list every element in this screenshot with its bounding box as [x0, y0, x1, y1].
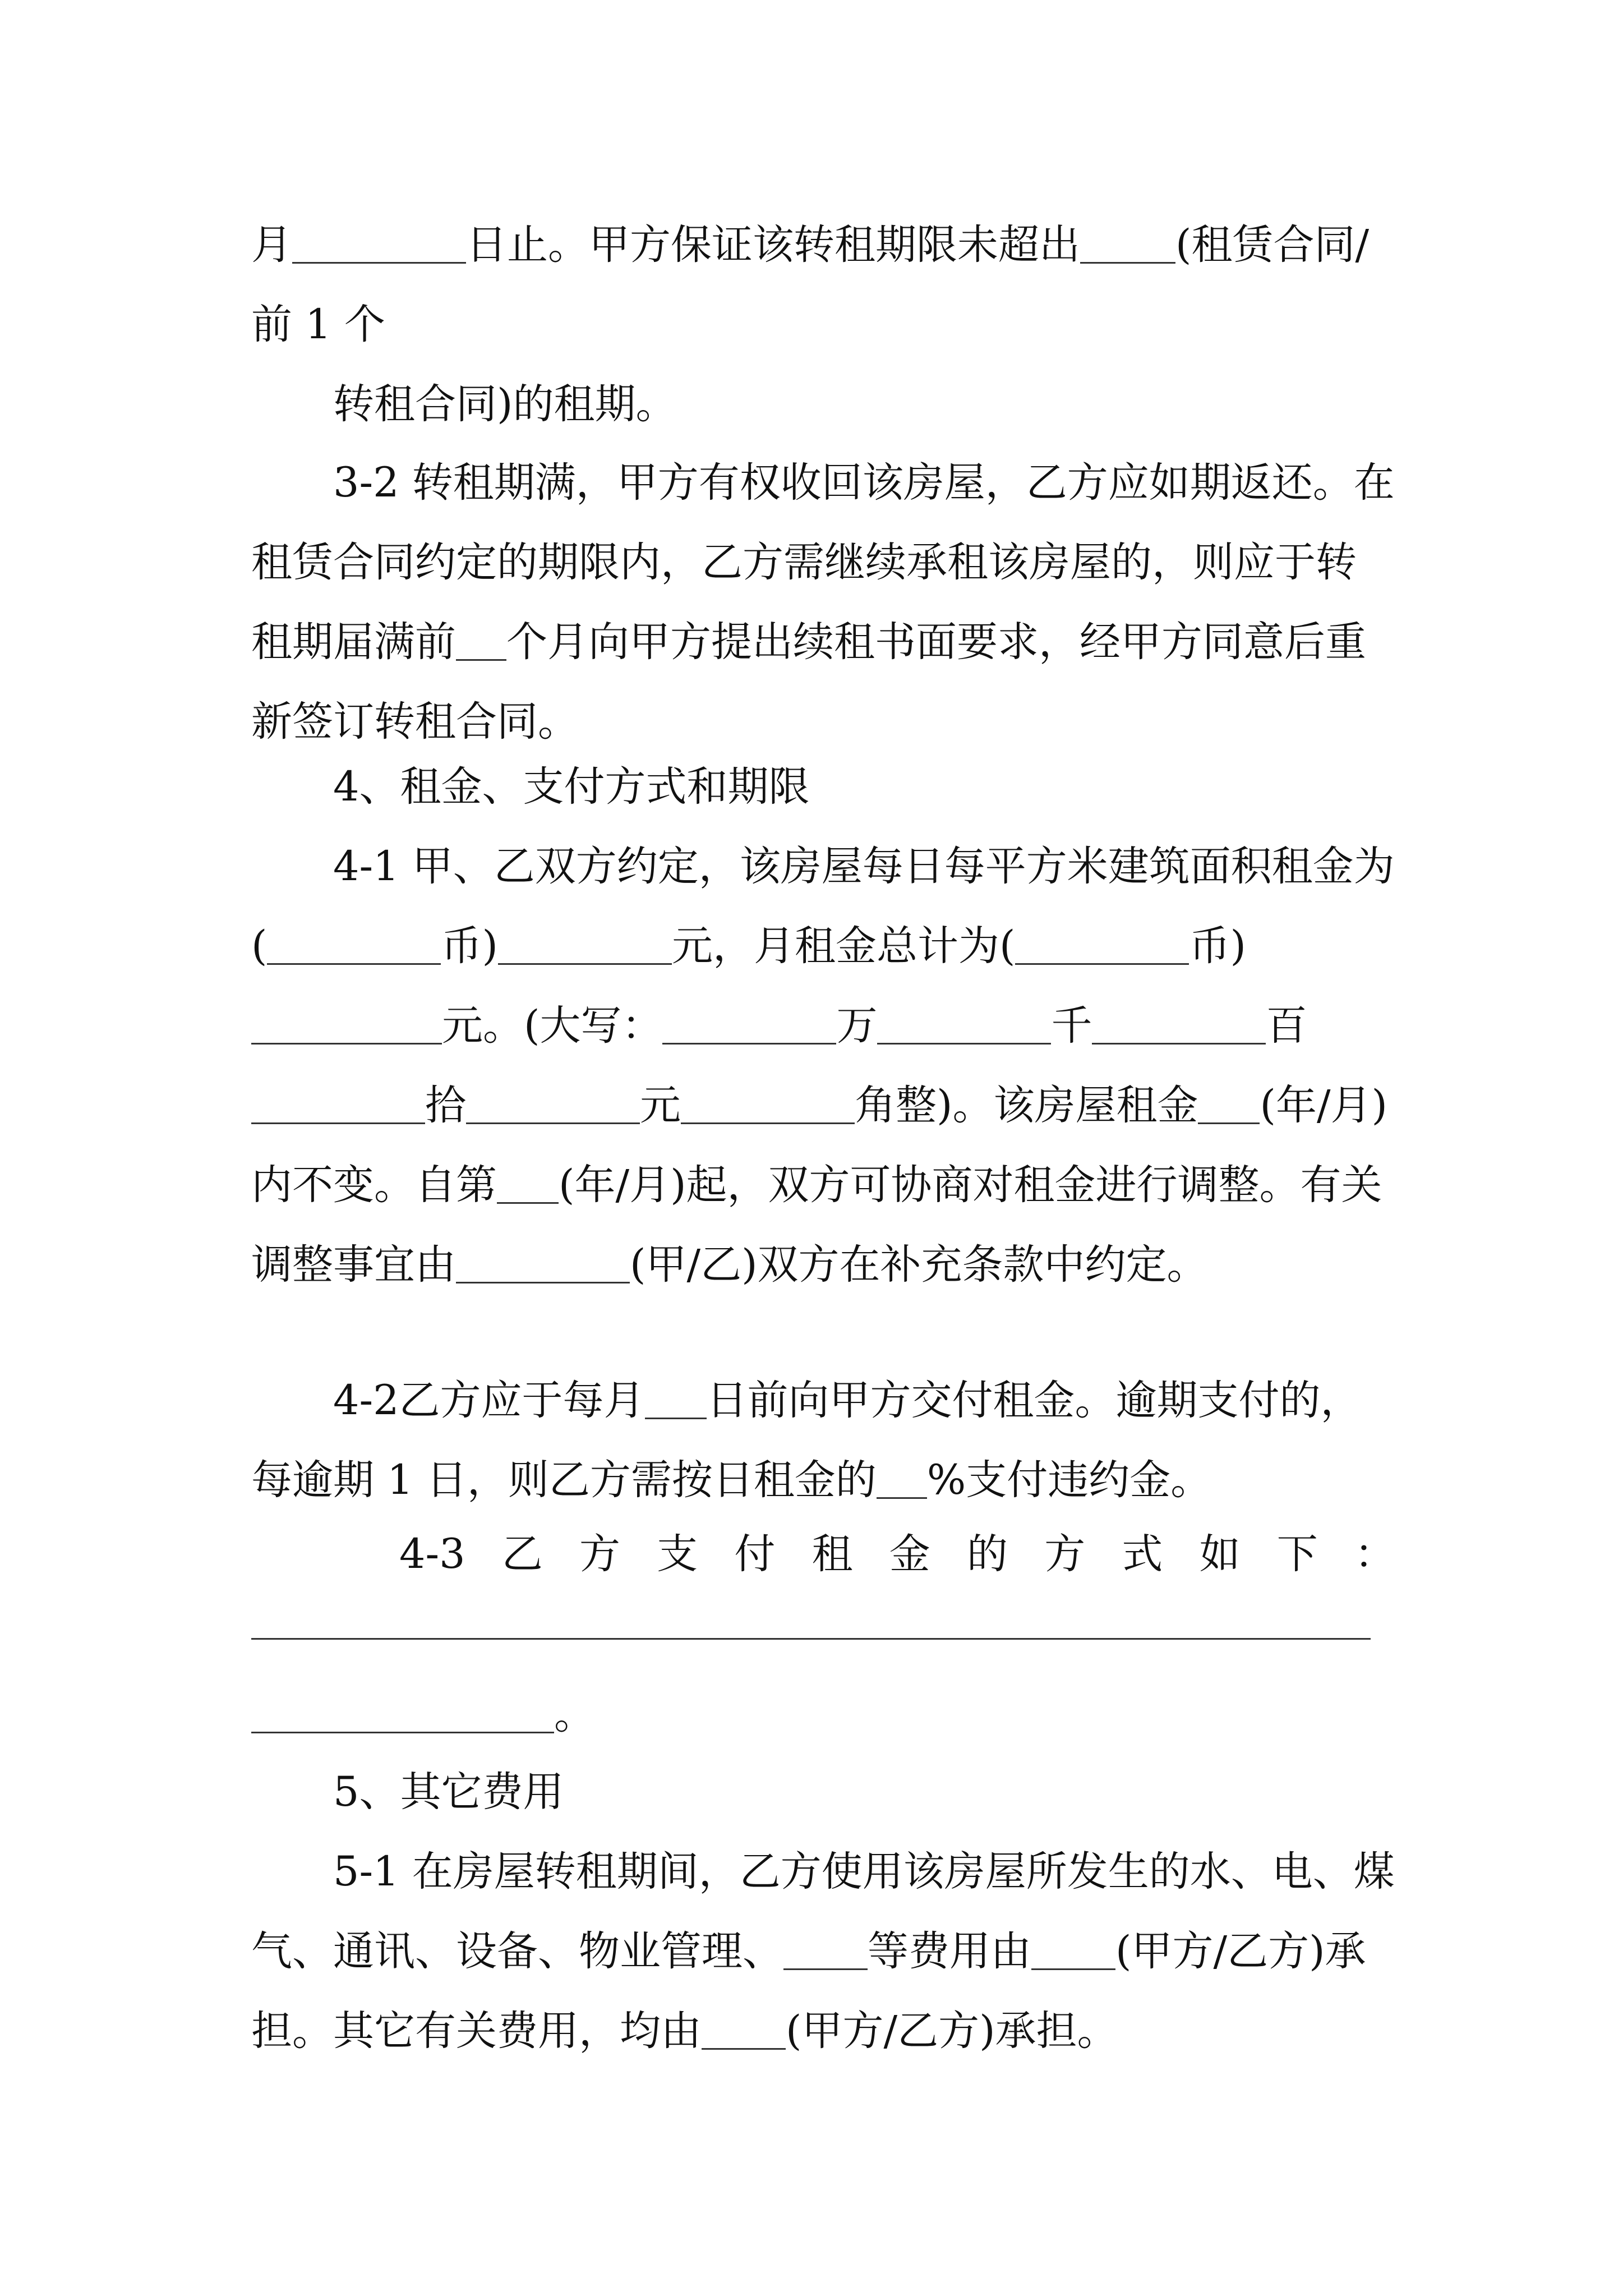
paragraph-4-1 — [251, 827, 1395, 1305]
text: (甲方/乙方)承担。 — [786, 2007, 1118, 2055]
text: (甲/乙)双方在补充条款中约定。 — [630, 1241, 1208, 1289]
text: 角整)。该房屋租金 — [855, 1082, 1198, 1129]
text: 租 — [811, 1530, 853, 1578]
text: 金 — [889, 1530, 930, 1578]
blank-line — [251, 1691, 554, 1733]
text: 月 — [251, 221, 292, 269]
text: (租赁合同/前 1 个 — [251, 221, 1370, 348]
blank-line — [251, 1082, 425, 1124]
text: 乙 — [501, 1530, 543, 1578]
blank-line — [702, 2007, 786, 2050]
text: 方 — [579, 1530, 620, 1578]
text: 4、租金、支付方式和期限 — [333, 763, 810, 811]
text: 元。(大写： — [442, 1002, 663, 1050]
blank-line — [466, 1082, 640, 1124]
blank-line — [292, 221, 466, 264]
text: 转租合同)的租期。 — [333, 380, 677, 428]
blank-line — [456, 1241, 630, 1283]
text: 5、其它费用 — [333, 1768, 564, 1816]
paragraph-4-3-end — [251, 1675, 1395, 1755]
blank-line — [497, 1161, 559, 1204]
text: (年/月)起，双方可协商对租金进行调整。有关调整事宜由 — [251, 1161, 1382, 1289]
blank-line — [1198, 1082, 1260, 1124]
blank-line — [1092, 1002, 1266, 1045]
text: 4-1 甲、乙双方约定，该房屋每日每平方米建筑面积租金为( — [251, 843, 1395, 970]
blank-line — [877, 1002, 1051, 1045]
blank-line — [456, 618, 506, 661]
text: 千 — [1051, 1002, 1092, 1050]
text: 币) — [1189, 922, 1246, 970]
blank-line — [267, 922, 441, 965]
text: 付 — [734, 1530, 776, 1578]
text: 日前向甲方交付租金。逾期支付的，每逾期 1 日，则乙方需按日租金的 — [251, 1377, 1362, 1504]
section-5-heading — [251, 1752, 1395, 1832]
text: 等费用由 — [868, 1927, 1031, 1975]
text: 拾 — [425, 1082, 466, 1129]
text: 5-1 在房屋转租期间，乙方使用该房屋所发生的水、电、煤气、通讯、设备、物业管理、 — [251, 1848, 1395, 1975]
paragraph-4-3 — [251, 1515, 1395, 1594]
text: 的 — [966, 1530, 1008, 1578]
blank-line — [1031, 1927, 1115, 1970]
text: 下 — [1276, 1530, 1318, 1578]
text: 方 — [1044, 1530, 1086, 1578]
blank-line — [1080, 221, 1175, 264]
text: 元 — [640, 1082, 681, 1129]
text: 币) — [441, 922, 498, 970]
text: (甲方/乙方)承担。其它有关费用，均由 — [251, 1927, 1366, 2055]
text: 个月向甲方提出续租书面要求，经甲方同意后重新签订转租合同。 — [251, 618, 1366, 746]
blank-line — [681, 1082, 855, 1124]
text: 如 — [1199, 1530, 1241, 1578]
paragraph-5-1 — [251, 1832, 1395, 2071]
text: 日止。甲方保证该转租期限未超出 — [466, 221, 1080, 269]
blank-line — [251, 1002, 442, 1045]
text: 式 — [1122, 1530, 1163, 1578]
text: ： — [1354, 1530, 1395, 1578]
text: 4-3 — [399, 1530, 465, 1578]
text: 3-2 转租期满，甲方有权收回该房屋，乙方应如期返还。在租赁合同约定的期限内，乙方需继续承租该房屋的，则应于转租期届满前 — [251, 459, 1395, 666]
blank-line — [783, 1927, 868, 1970]
paragraph-lease-term — [251, 365, 1395, 444]
text: 。 — [554, 1691, 595, 1738]
blank-line — [877, 1456, 927, 1499]
blank-line — [1015, 922, 1189, 965]
blank-line — [498, 922, 672, 965]
blank-line — [662, 1002, 836, 1045]
text: (年/月)内不变。自第 — [251, 1082, 1388, 1209]
text: 4-2乙方应于每月 — [333, 1377, 645, 1424]
paragraph-4-2 — [251, 1361, 1395, 1520]
text: %支付违约金。 — [926, 1456, 1212, 1504]
text: 支 — [657, 1530, 698, 1578]
text: 百 — [1266, 1002, 1307, 1050]
blank-line — [645, 1377, 707, 1419]
paragraph-3-2 — [251, 443, 1395, 762]
section-4-heading — [251, 747, 1395, 827]
paragraph-term-end — [251, 205, 1395, 365]
blank-line-full — [251, 1638, 1371, 1640]
text: 万 — [836, 1002, 878, 1050]
text: 元，月租金总计为( — [671, 922, 1016, 970]
